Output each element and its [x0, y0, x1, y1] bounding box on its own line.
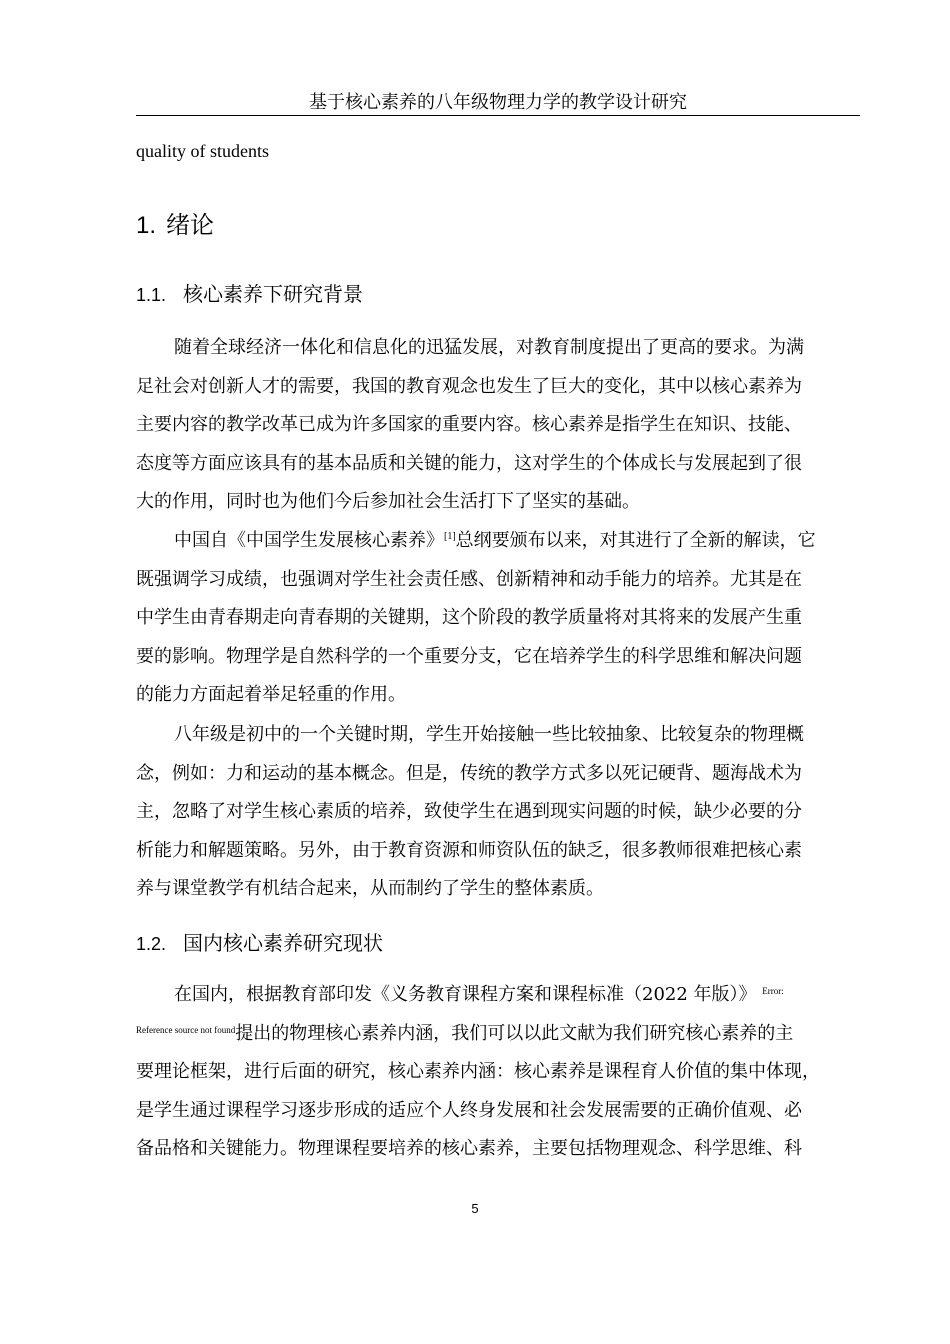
text-line [136, 976, 864, 1015]
section-heading-1-2 [136, 929, 383, 958]
text-line: 既强调学习成绩，也强调对学生社会责任感、创新精神和动手能力的培养。尤其是在 [136, 568, 802, 590]
text-line: 念，例如：力和运动的基本概念。但是，传统的教学方式多以死记硬背、题海战术为 [136, 762, 802, 784]
text-line [136, 522, 864, 561]
section-heading-1-1 [136, 280, 363, 309]
section-number: 1.2. [136, 934, 167, 954]
text-line: 的能力方面起着举足轻重的作用。 [136, 684, 406, 705]
chapter-number: 1. [136, 212, 157, 239]
reference-error: Reference source not found [136, 1024, 236, 1035]
text-line: 要的影响。物理学是自然科学的一个重要分支，它在培养学生的科学思维和解决问题 [136, 645, 802, 667]
paragraph-domestic-status [136, 976, 864, 1169]
chapter-title: 绪论 [166, 211, 215, 239]
section-number: 1.1. [136, 285, 167, 305]
text-line: 八年级是初中的一个关键时期，学生开始接触一些比较抽象、比较复杂的物理概 [174, 724, 804, 745]
text-line: 主要内容的教学改革已成为许多国家的重要内容。核心素养是指学生在知识、技能、 [136, 414, 802, 435]
page-number: 5 [471, 1201, 479, 1216]
chapter-heading [136, 208, 214, 243]
text-run: 提出的物理核心素养内涵，我们可以以此文献为我们研究核心素养的主 [235, 1022, 794, 1044]
text-line: 要理论框架，进行后面的研究，核心素养内涵：核心素养是课程育人价值的集中体现， [136, 1061, 820, 1082]
section-title: 国内核心素养研究现状 [183, 931, 383, 955]
text-line [136, 1015, 864, 1054]
text-line: 大的作用，同时也为他们今后参加社会生活打下了坚实的基础。 [136, 491, 640, 512]
citation-marker: [1] [444, 531, 456, 542]
text-line: 养与课堂教学有机结合起来，从而制约了学生的整体素质。 [136, 878, 604, 899]
text-line: 随着全球经济一体化和信息化的迅猛发展，对教育制度提出了更高的要求。为满 [174, 337, 804, 358]
text-line: 备品格和关键能力。物理课程要培养的核心素养，主要包括物理观念、科学思维、科 [136, 1138, 802, 1159]
text-line: 析能力和解题策略。另外，由于教育资源和师资队伍的缺乏，很多教师很难把核心素 [136, 839, 802, 861]
header-rule [136, 115, 860, 116]
text-line: 是学生通过课程学习逐步形成的适应个人终身发展和社会发展需要的正确价值观、必 [136, 1099, 802, 1121]
reference-error: Error: [762, 986, 784, 996]
running-header: 基于核心素养的八年级物理力学的教学设计研究 [309, 92, 687, 113]
text-run: 在国内，根据教育部印发《义务教育课程方案和课程标准（2022 年版）》 [174, 984, 757, 1005]
text-run: 总纲要颁布以来，对其进行了全新的解读，它 [455, 530, 816, 551]
text-line: 主，忽略了对学生核心素质的培养，致使学生在遇到现实问题的时候，缺少必要的分 [136, 801, 802, 822]
section-title: 核心素养下研究背景 [183, 282, 363, 306]
paragraph-background-2 [136, 522, 864, 715]
paragraph-background-3 [136, 716, 864, 909]
continued-text: quality of students [136, 141, 269, 161]
text-line: 足社会对创新人才的需要，我国的教育观念也发生了巨大的变化，其中以核心素养为 [136, 375, 802, 397]
text-run: 中国自《中国学生发展核心素养》 [174, 530, 444, 551]
text-line: 态度等方面应该具有的基本品质和关键的能力，这对学生的个体成长与发展起到了很 [136, 452, 802, 474]
paragraph-background-1 [136, 329, 864, 522]
text-line: 中学生由青春期走向青春期的关键期，这个阶段的教学质量将对其将来的发展产生重 [136, 607, 802, 628]
